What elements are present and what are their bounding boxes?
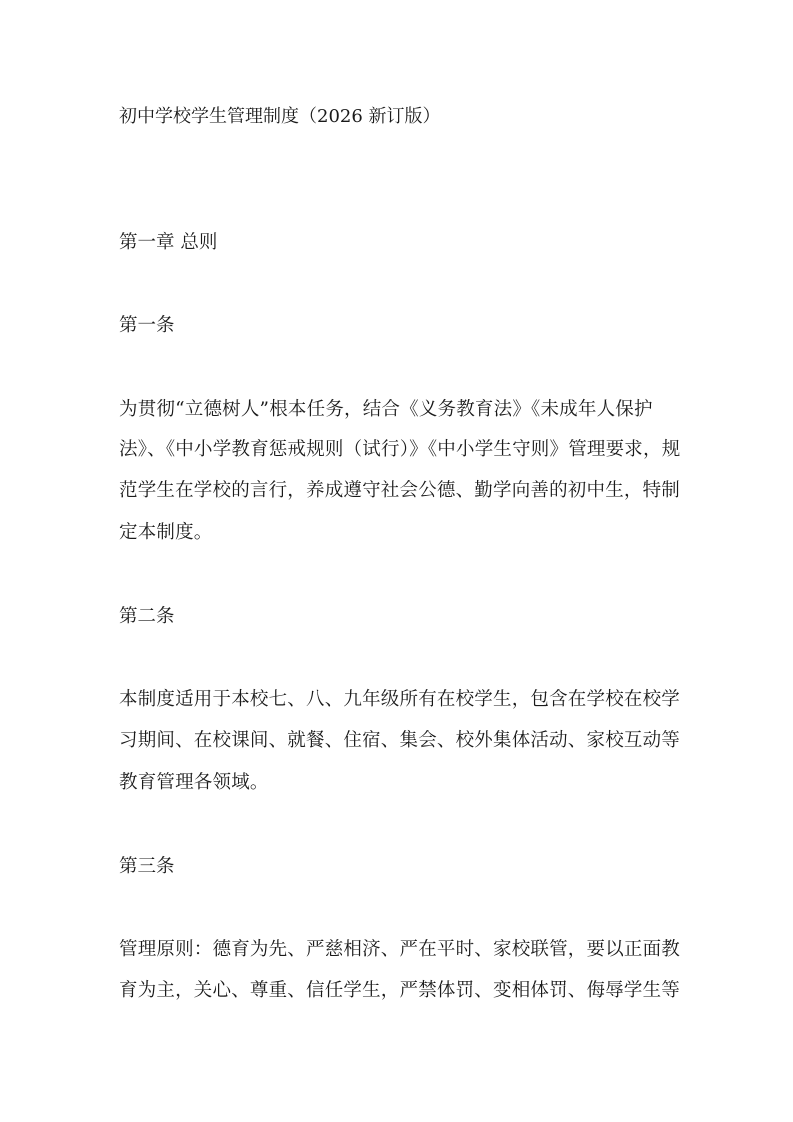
document-title: 初中学校学生管理制度（2026 新订版） (119, 106, 441, 127)
article-2-line-2: 习期间、在校课间、就餐、住宿、集会、校外集体活动、家校互动等 (119, 730, 681, 751)
article-3-label: 第三条 (119, 856, 175, 877)
article-2-line-3: 教育管理各领域。 (119, 772, 269, 793)
article-1-line-3: 范学生在学校的言行，养成遵守社会公德、勤学向善的初中生，特制 (119, 480, 681, 501)
article-1-line-4: 定本制度。 (119, 522, 213, 543)
article-3-line-2: 育为主，关心、尊重、信任学生，严禁体罚、变相体罚、侮辱学生等 (119, 980, 681, 1001)
article-1-line-1: 为贯彻“立德树人”根本任务，结合《义务教育法》《未成年人保护 (119, 399, 653, 420)
article-1-line-2: 法》、《中小学教育惩戒规则（试行）》《中小学生守则》管理要求，规 (119, 439, 681, 460)
article-1-label: 第一条 (119, 315, 175, 336)
chapter-heading: 第一章 总则 (119, 232, 218, 253)
article-2-label: 第二条 (119, 606, 175, 627)
article-3-line-1: 管理原则：德育为先、严慈相济、严在平时、家校联管，要以正面教 (119, 939, 681, 960)
article-2-line-1: 本制度适用于本校七、八、九年级所有在校学生，包含在学校在校学 (119, 689, 681, 710)
